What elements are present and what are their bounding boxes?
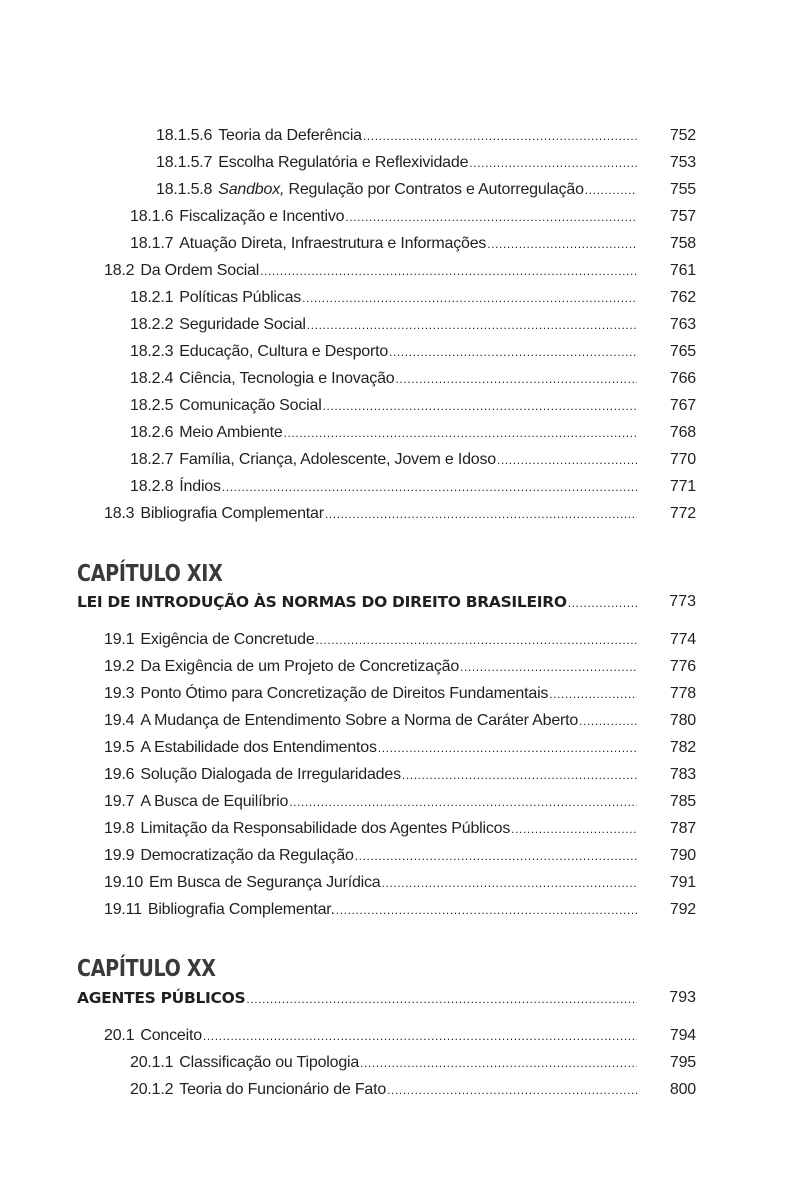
entry-page-number: 794 [669, 1027, 696, 1044]
dot-leader [360, 1052, 637, 1074]
entry-title: A Estabilidade dos Entendimentos [140, 739, 377, 756]
entry-title-italic: Sandbox, [218, 181, 285, 198]
entry-number: 19.3 [104, 685, 135, 702]
entry-number: 18.2.1 [130, 289, 174, 306]
entry-title: Democratização da Regulação [140, 847, 354, 864]
entry-title: Comunicação Social [179, 397, 322, 414]
chapter-title: LEI DE INTRODUÇÃO ÀS NORMAS DO DIREITO BRASILEIRO [77, 593, 567, 611]
entry-number: 19.10 [104, 874, 144, 891]
entry-page-number: 778 [669, 685, 696, 702]
toc-entry[interactable] [0, 1079, 800, 1101]
toc-entry[interactable] [0, 125, 800, 147]
dot-leader [549, 683, 637, 705]
dot-leader [378, 737, 637, 759]
entry-number: 19.7 [104, 793, 135, 810]
dot-leader [382, 872, 637, 894]
entry-page-number: 766 [669, 370, 696, 387]
dot-leader [396, 368, 638, 390]
dot-leader [222, 476, 637, 498]
entry-number: 19.6 [104, 766, 135, 783]
entry-page-number: 780 [669, 712, 696, 729]
dot-leader [336, 899, 637, 921]
toc-entry[interactable] [0, 287, 800, 309]
dot-leader [585, 179, 637, 201]
entry-title: A Busca de Equilíbrio [140, 793, 289, 810]
entry-page-number: 762 [669, 289, 696, 306]
entry-title: Família, Criança, Adolescente, Jovem e Idoso [179, 451, 496, 468]
chapter-page-number: 793 [669, 989, 696, 1006]
dot-leader [469, 152, 637, 174]
entry-page-number: 795 [669, 1054, 696, 1071]
chapter-label: CAPÍTULO XX [77, 956, 216, 982]
entry-number: 18.2.4 [130, 370, 174, 387]
entry-title: Exigência de Concretude [140, 631, 315, 648]
entry-page-number: 783 [669, 766, 696, 783]
chapter-label: CAPÍTULO XIX [77, 561, 223, 587]
entry-page-number: 782 [669, 739, 696, 756]
toc-entry[interactable] [0, 1052, 800, 1074]
dot-leader [497, 449, 637, 471]
entry-page-number: 774 [669, 631, 696, 648]
dot-leader [284, 422, 637, 444]
entry-title: Da Ordem Social [140, 262, 260, 279]
dot-leader [511, 818, 637, 840]
entry-page-number: 761 [669, 262, 696, 279]
toc-entry[interactable] [0, 1025, 800, 1047]
entry-title: Educação, Cultura e Desporto [179, 343, 389, 360]
entry-title: Bibliografia Complementar. [147, 901, 335, 918]
chapter-title-entry[interactable] [77, 591, 800, 613]
entry-title: Seguridade Social [179, 316, 306, 333]
entry-number: 18.1.6 [130, 208, 174, 225]
dot-leader [316, 629, 637, 651]
entry-title: Ponto Ótimo para Concretização de Direitos Fundamentais [140, 685, 549, 702]
entry-number: 20.1.1 [130, 1054, 174, 1071]
dot-leader [260, 260, 637, 282]
toc-entry[interactable] [0, 899, 800, 921]
entry-title: Fiscalização e Incentivo [179, 208, 345, 225]
entry-page-number: 787 [669, 820, 696, 837]
dot-leader [325, 503, 637, 525]
toc-entry[interactable] [0, 341, 800, 363]
entry-title: Classificação ou Tipologia [179, 1054, 360, 1071]
toc-entry[interactable] [0, 656, 800, 678]
toc-entry[interactable] [0, 737, 800, 759]
toc-entry[interactable] [0, 476, 800, 498]
entry-number: 19.8 [104, 820, 135, 837]
entry-page-number: 765 [669, 343, 696, 360]
toc-entry[interactable] [0, 152, 800, 174]
dot-leader [460, 656, 637, 678]
dot-leader [323, 395, 637, 417]
dot-leader [246, 988, 637, 1009]
entry-number: 18.3 [104, 505, 135, 522]
entry-page-number: 772 [669, 505, 696, 522]
entry-title: Políticas Públicas [179, 289, 302, 306]
toc-entry[interactable] [0, 791, 800, 813]
toc-entry[interactable] [0, 629, 800, 651]
entry-page-number: 763 [669, 316, 696, 333]
chapter-title: AGENTES PÚBLICOS [77, 989, 246, 1007]
dot-leader [345, 206, 637, 228]
toc-entry[interactable] [0, 395, 800, 417]
dot-leader [363, 125, 637, 147]
entry-title: A Mudança de Entendimento Sobre a Norma de Caráter Aberto [140, 712, 579, 729]
entry-page-number: 755 [669, 181, 696, 198]
entry-page-number: 752 [669, 127, 696, 144]
entry-title: Teoria do Funcionário de Fato [179, 1081, 387, 1098]
dot-leader [355, 845, 637, 867]
entry-title: Solução Dialogada de Irregularidades [140, 766, 401, 783]
entry-title: Atuação Direta, Infraestrutura e Informações [179, 235, 487, 252]
toc-entry[interactable] [0, 179, 800, 201]
toc-entry[interactable] [0, 233, 800, 255]
entry-title: Limitação da Responsabilidade dos Agentes Públicos [140, 820, 511, 837]
entry-page-number: 768 [669, 424, 696, 441]
entry-number: 18.2.3 [130, 343, 174, 360]
entry-title: Conceito [140, 1027, 202, 1044]
entry-page-number: 771 [669, 478, 696, 495]
entry-number: 18.2.8 [130, 478, 174, 495]
entry-number: 19.2 [104, 658, 135, 675]
entry-number: 18.2.5 [130, 397, 174, 414]
entry-title: Meio Ambiente [179, 424, 283, 441]
dot-leader [402, 764, 637, 786]
entry-title: Escolha Regulatória e Reflexividade [218, 154, 469, 171]
toc-entry[interactable] [0, 503, 800, 525]
entry-number: 18.1.5.7 [156, 154, 213, 171]
dot-leader [387, 1079, 637, 1101]
toc-entry[interactable] [0, 872, 800, 894]
toc-entry[interactable] [0, 314, 800, 336]
entry-title: Teoria da Deferência [218, 127, 362, 144]
entry-page-number: 776 [669, 658, 696, 675]
dot-leader [487, 233, 637, 255]
dot-leader [203, 1025, 637, 1047]
entry-number: 18.2.7 [130, 451, 174, 468]
entry-title: Ciência, Tecnologia e Inovação [179, 370, 395, 387]
entry-page-number: 758 [669, 235, 696, 252]
toc-entry[interactable] [0, 368, 800, 390]
toc-entry[interactable] [0, 422, 800, 444]
entry-title [218, 179, 584, 201]
entry-page-number: 791 [669, 874, 696, 891]
entry-page-number: 753 [669, 154, 696, 171]
entry-number: 20.1.2 [130, 1081, 174, 1098]
toc-entry[interactable] [0, 845, 800, 867]
entry-page-number: 800 [669, 1081, 696, 1098]
chapter-title-entry[interactable] [77, 987, 800, 1009]
toc-entry[interactable] [0, 710, 800, 732]
entry-number: 18.1.5.6 [156, 127, 213, 144]
entry-title: Da Exigência de um Projeto de Concretização [140, 658, 460, 675]
entry-number: 18.2.6 [130, 424, 174, 441]
entry-number: 18.1.5.8 [156, 181, 213, 198]
entry-title: Em Busca de Segurança Jurídica [149, 874, 381, 891]
entry-page-number: 770 [669, 451, 696, 468]
dot-leader [289, 791, 637, 813]
entry-page-number: 790 [669, 847, 696, 864]
dot-leader [307, 314, 637, 336]
entry-title: Bibliografia Complementar [140, 505, 324, 522]
dot-leader [579, 710, 637, 732]
toc-entry[interactable] [0, 206, 800, 228]
dot-leader [568, 592, 637, 613]
dot-leader [389, 341, 637, 363]
entry-page-number: 767 [669, 397, 696, 414]
entry-page-number: 757 [669, 208, 696, 225]
entry-page-number: 785 [669, 793, 696, 810]
toc-entry[interactable] [0, 764, 800, 786]
entry-number: 18.2 [104, 262, 135, 279]
entry-number: 18.1.7 [130, 235, 174, 252]
entry-number: 19.11 [104, 901, 142, 918]
chapter-page-number: 773 [669, 593, 696, 610]
entry-number: 20.1 [104, 1027, 135, 1044]
entry-title: Índios [179, 478, 221, 495]
dot-leader [302, 287, 637, 309]
entry-number: 19.5 [104, 739, 135, 756]
entry-number: 18.2.2 [130, 316, 174, 333]
entry-number: 19.4 [104, 712, 135, 729]
entry-title-rest: Regulação por Contratos e Autorregulação [284, 181, 584, 198]
toc-entry[interactable] [0, 449, 800, 471]
toc-entry[interactable] [0, 260, 800, 282]
toc-entry[interactable] [0, 683, 800, 705]
entry-page-number: 792 [669, 901, 696, 918]
toc-entry[interactable] [0, 818, 800, 840]
entry-number: 19.1 [104, 631, 135, 648]
entry-number: 19.9 [104, 847, 135, 864]
